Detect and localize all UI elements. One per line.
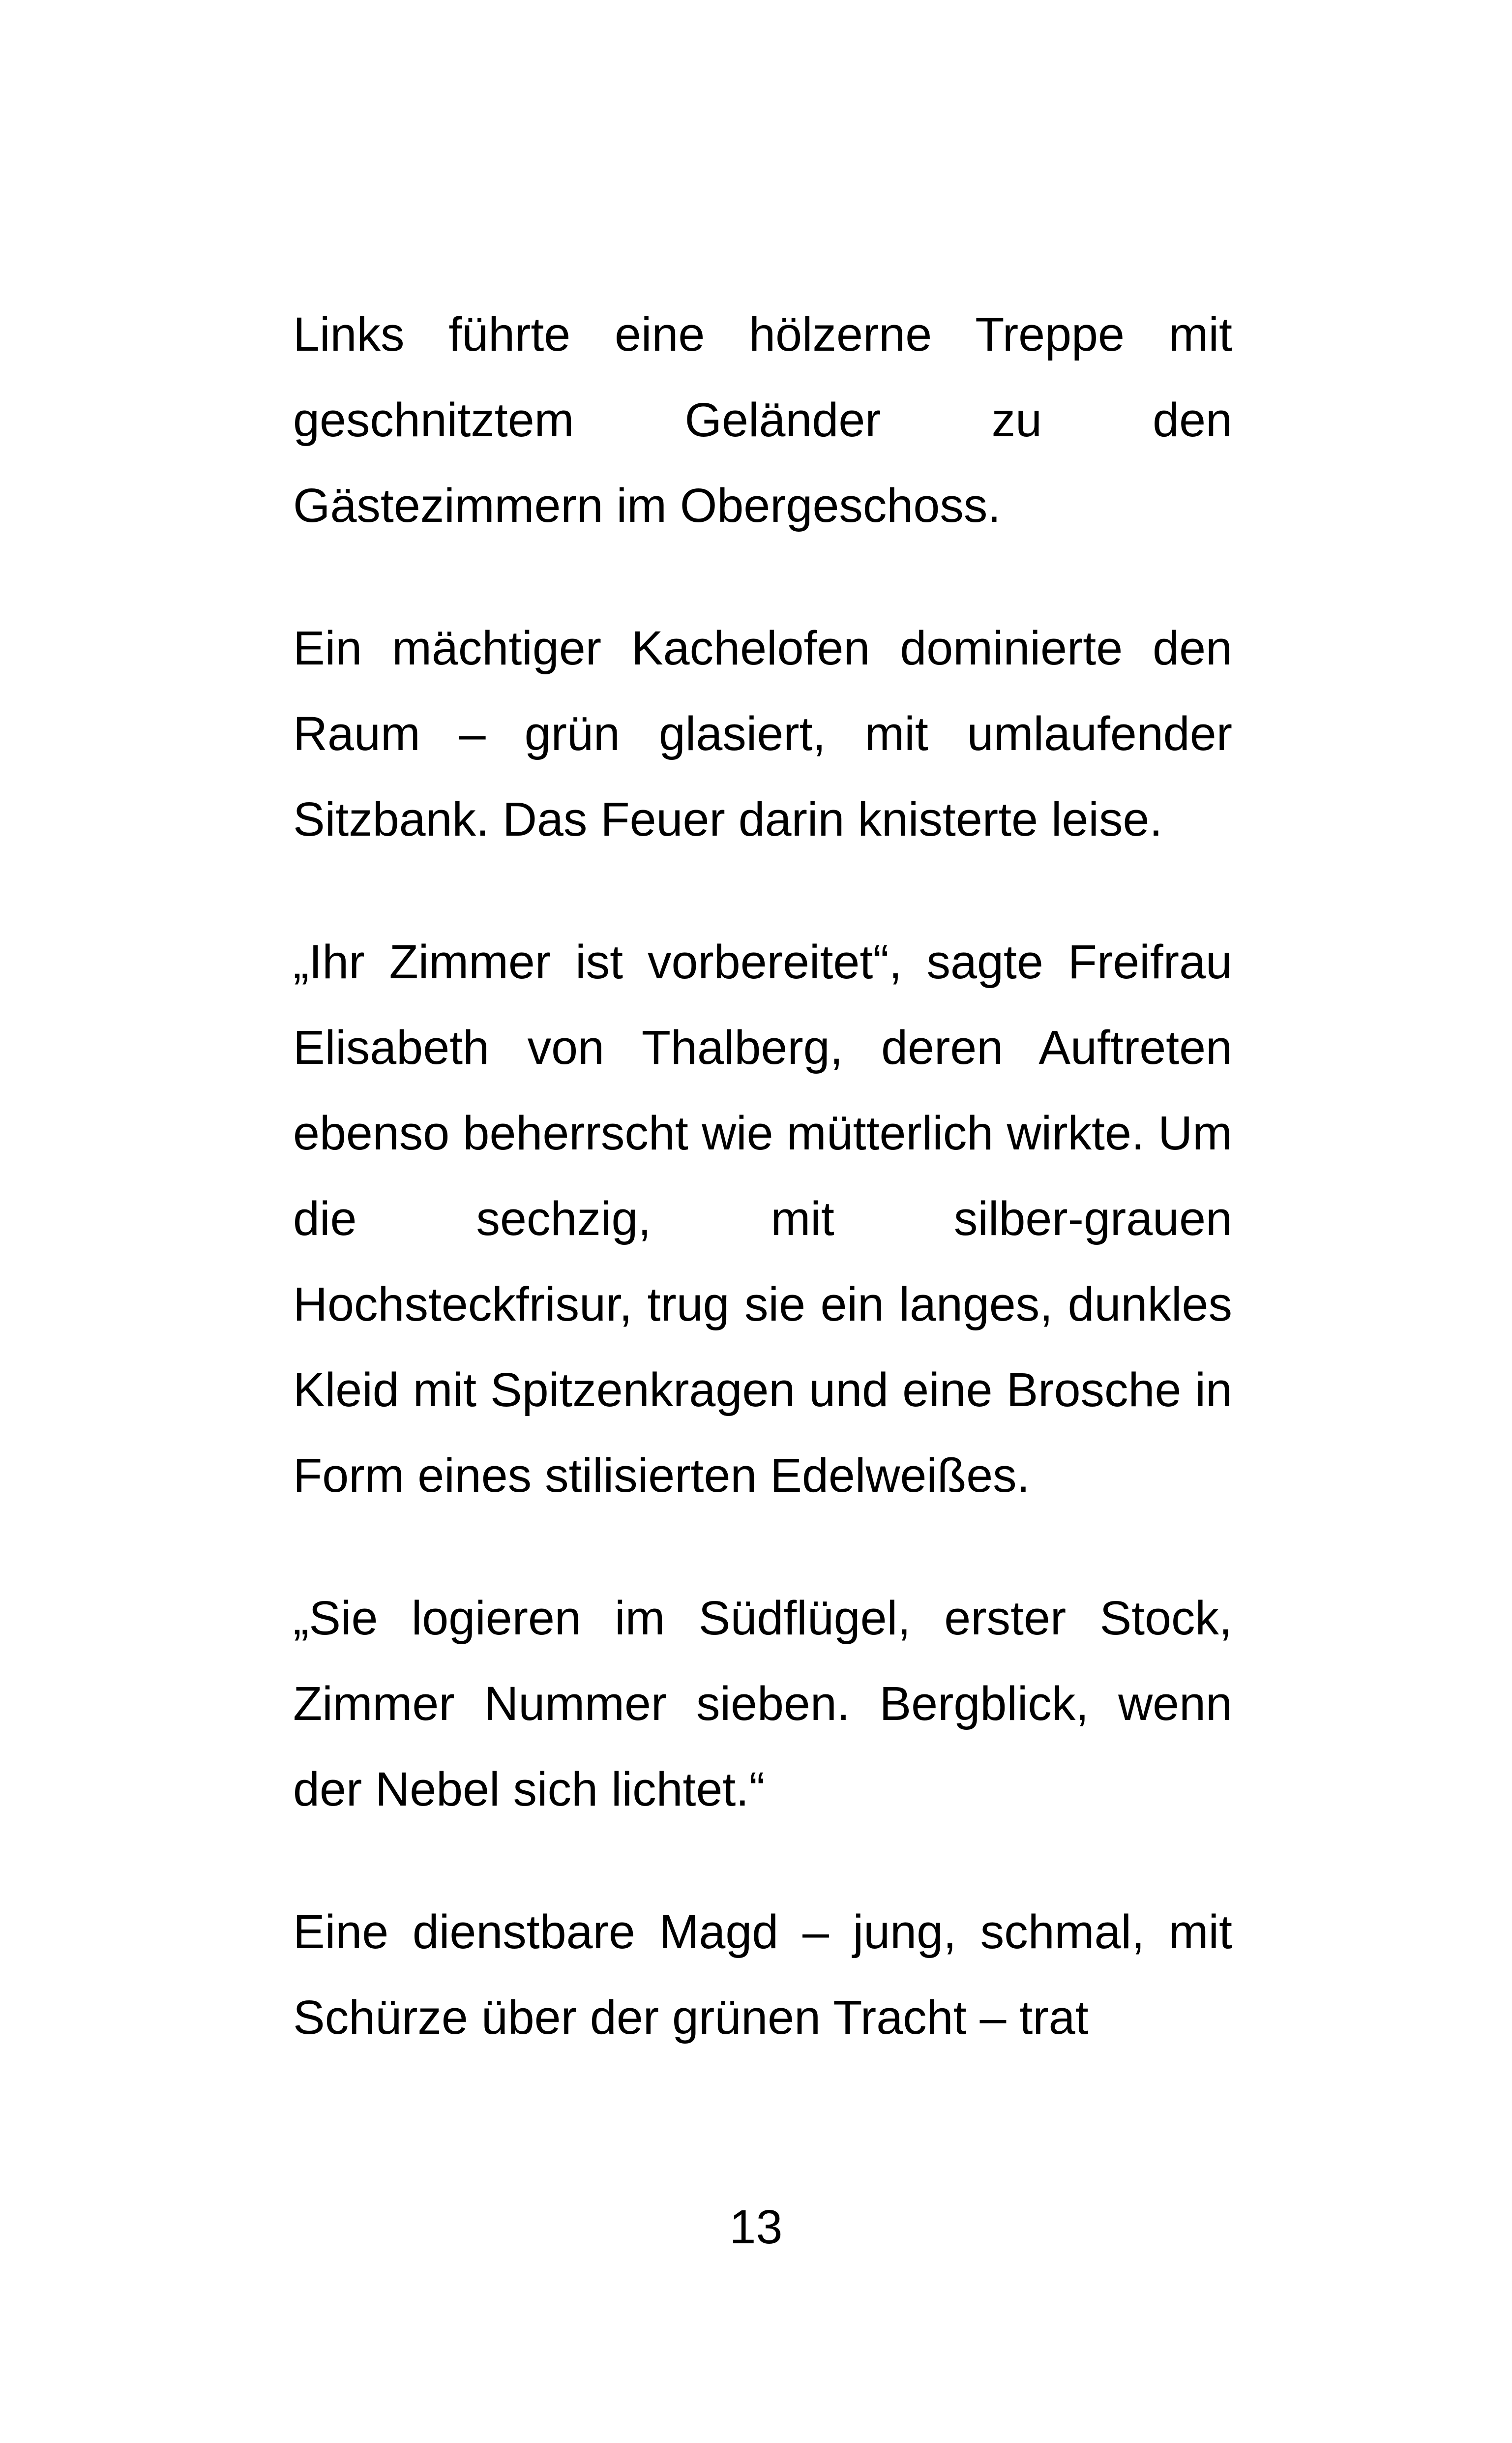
paragraph-room-assignment: „Sie logieren im Südflügel, erster Stock, Zimmer Nummer sieben. Bergblick, wenn der Nebel sich lichtet.“ [293,1591,1232,1816]
paragraph-tiled-stove: Ein mächtiger Kachelofen dominierte den Raum – grün glasiert, mit umlaufender Sitzbank. Das Feuer darin knisterte leise. [293,621,1232,846]
body-text [293,292,1232,2060]
paragraph-staircase: Links führte eine hölzerne Treppe mit geschnitztem Geländer zu den Gästezimmern im Obergeschoss. [293,307,1232,532]
page-number: 13 [729,2200,783,2254]
paragraph-baroness: „Ihr Zimmer ist vorbereitet“, sagte Freifrau Elisabeth von Thalberg, deren Auftreten ebenso beherrscht wie mütterlich wirkte. Um die sechzig, mit silber-grauen Hochsteckfrisur, trug sie ein langes, dunkles Kleid mit Spitzenkragen und eine Brosche in Form eines stilisierten Edelweißes. [293,935,1232,1502]
paragraph-maid: Eine dienstbare Magd – jung, schmal, mit Schürze über der grünen Tracht – trat [293,1905,1232,2044]
